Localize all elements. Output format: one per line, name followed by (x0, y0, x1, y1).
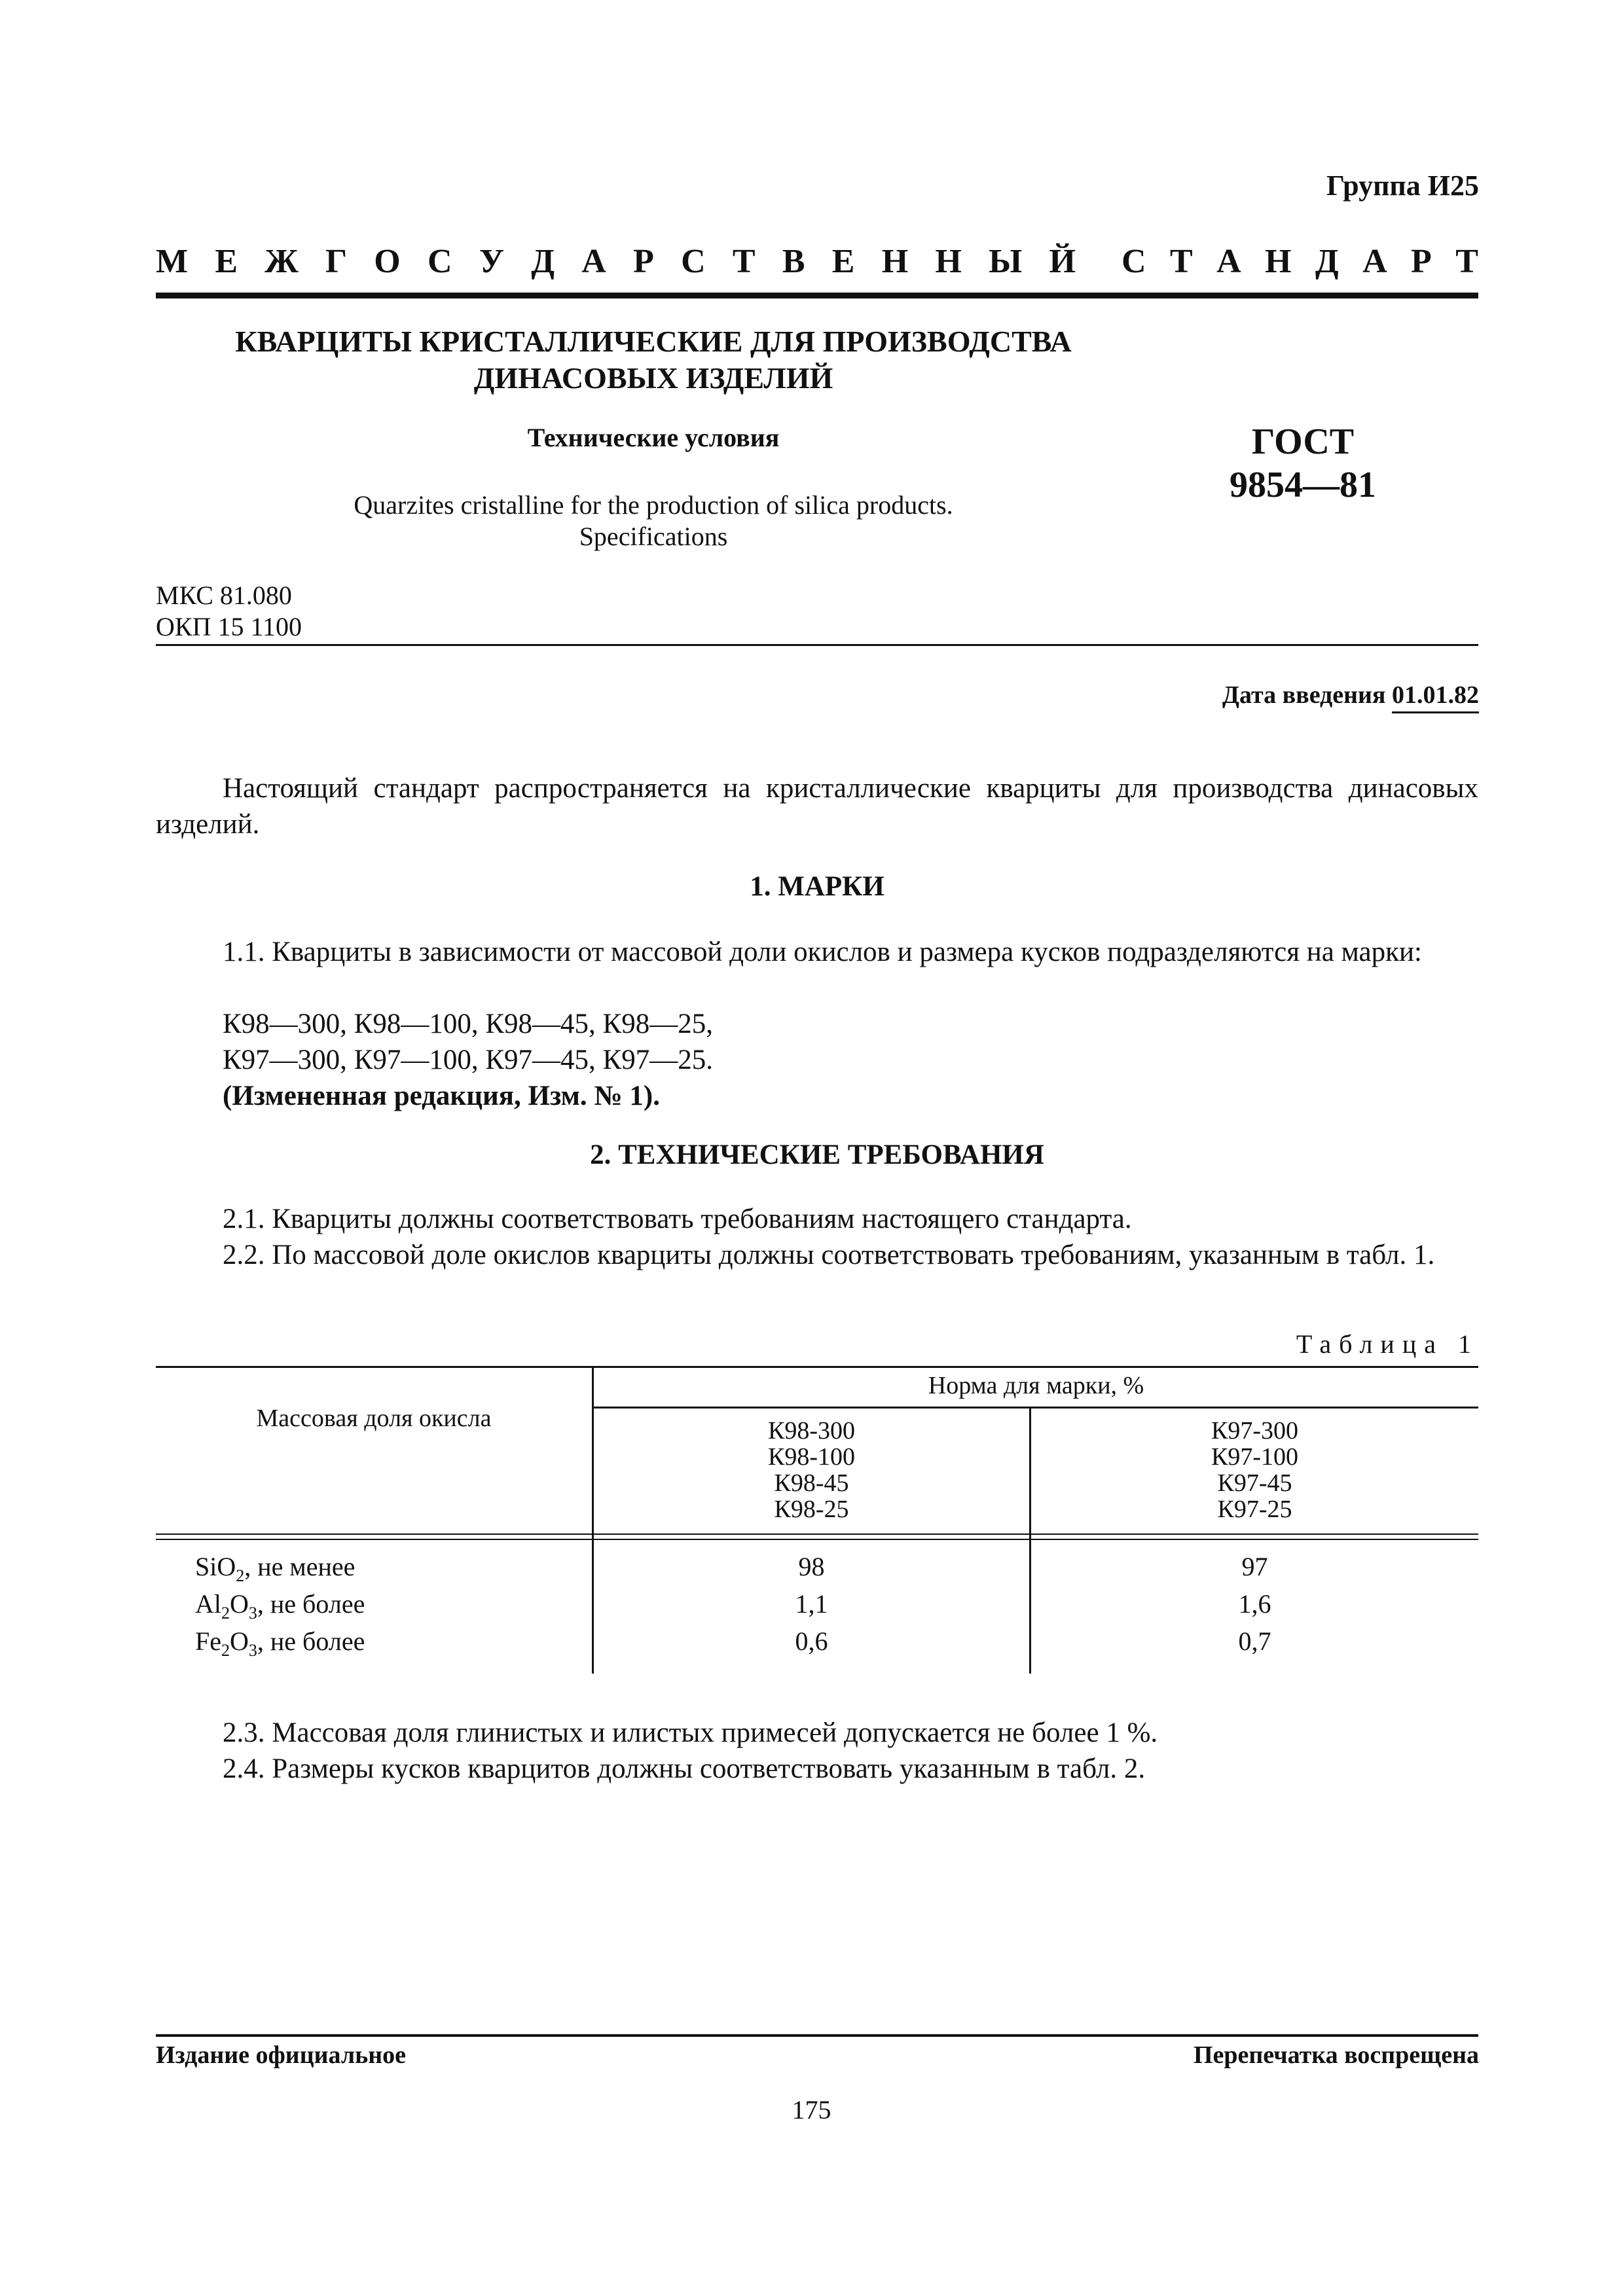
grades-line-2: К97—300, К97—100, К97—45, К97—25. (223, 1045, 713, 1075)
table-top-rule (156, 1366, 1478, 1368)
intro-date-value: 01.01.82 (1392, 681, 1479, 713)
table-1-caption: Таблица 1 (1296, 1329, 1479, 1359)
banner-letter: Т (732, 243, 756, 280)
grade-k97-100: К97-100 (1211, 1443, 1298, 1471)
banner-letter: С (681, 243, 706, 280)
banner-letter: Н (935, 243, 962, 280)
banner-letter: У (479, 243, 504, 280)
footer-rule (156, 2034, 1478, 2037)
introduction-date (1222, 681, 1479, 709)
codes-rule (156, 644, 1478, 646)
classification-codes (156, 580, 302, 643)
title-line-1: КВАРЦИТЫ КРИСТАЛЛИЧЕСКИЕ ДЛЯ ПРОИЗВОДСТВА (235, 325, 1072, 358)
grade-k97-300: К97-300 (1211, 1417, 1298, 1444)
document-title (156, 323, 1151, 397)
table-group-rule (592, 1407, 1478, 1408)
intro-paragraph (156, 770, 1478, 842)
banner-interstate-text (156, 242, 1076, 281)
banner-letter: А (1362, 243, 1387, 280)
grade-k98-25: К98-25 (774, 1496, 849, 1523)
banner-letter: С (1122, 243, 1146, 280)
section-1-heading: 1. МАРКИ (750, 871, 884, 902)
official-edition-note: Издание официальное (156, 2041, 407, 2069)
banner-letter: Е (215, 243, 238, 280)
value-al2o3-k97: 1,6 (1238, 1589, 1271, 1619)
banner-letter: Й (1049, 243, 1076, 280)
banner-letter: Р (633, 243, 654, 280)
grade-list-k98 (594, 1418, 1029, 1522)
value-sio2-k98: 98 (798, 1552, 825, 1581)
grade-list-k97 (1031, 1418, 1478, 1522)
paragraph-2-2 (156, 1237, 1478, 1273)
value-sio2-k97: 97 (1241, 1552, 1268, 1581)
oxide-subscript-2: 3 (248, 1641, 257, 1660)
grade-k97-25: К97-25 (1217, 1496, 1292, 1523)
banner-letter: Н (881, 243, 909, 280)
table-header-rule-a (156, 1534, 1478, 1535)
grade-k98-300: К98-300 (768, 1417, 855, 1444)
oxide-condition: , не более (257, 1626, 365, 1656)
paragraph-2-4: 2.4. Размеры кусков кварцитов должны соответствовать указанным в табл. 2. (223, 1753, 1146, 1784)
table-1 (156, 1366, 1478, 1674)
paragraph-2-1: 2.1. Кварциты должны соответствовать требованиям настоящего стандарта. (223, 1204, 1132, 1234)
english-title-line-2: Specifications (579, 522, 728, 551)
banner-letter: Ы (989, 243, 1023, 280)
oxide-condition: , не более (257, 1589, 365, 1619)
column-header-oxide: Массовая доля окисла (256, 1405, 492, 1432)
banner-letter: Ж (264, 243, 299, 280)
oxide-label: Al (195, 1589, 221, 1619)
group-header-norm: Норма для марки, % (928, 1372, 1144, 1399)
amendment-note: (Измененная редакция, Изм. № 1). (223, 1081, 660, 1111)
oxide-subscript: 2 (221, 1604, 230, 1623)
table-header-rule-b (156, 1539, 1478, 1540)
grade-k98-100: К98-100 (768, 1443, 855, 1471)
banner-letter: Т (1455, 243, 1478, 280)
oxide-label: SiO (195, 1552, 236, 1581)
grades-line-1: К98—300, К98—100, К98—45, К98—25, (223, 1009, 713, 1039)
oxide-label-2: O (230, 1626, 249, 1656)
banner-letter: С (428, 243, 452, 280)
banner-letter: А (581, 243, 606, 280)
reprint-prohibited-note: Перепечатка воспрещена (1193, 2041, 1479, 2069)
header-rule (156, 293, 1478, 298)
okp-code: ОКП 15 1100 (156, 612, 302, 641)
paragraph-2-2-text: 2.2. По массовой доле окислов кварциты должны соответствовать требованиям, указанным в табл. 1. (223, 1240, 1435, 1270)
mks-code: МКС 81.080 (156, 581, 292, 610)
oxide-subscript: 2 (236, 1566, 245, 1585)
document-subtitle: Технические условия (527, 423, 780, 452)
grade-k97-45: К97-45 (1217, 1469, 1292, 1497)
paragraph-2-3: 2.3. Массовая доля глинистых и илистых примесей допускается не более 1 %. (223, 1717, 1158, 1748)
section-1-paragraph (156, 934, 1478, 970)
english-title (156, 490, 1151, 552)
banner-word-standard (1122, 242, 1478, 281)
value-al2o3-k98: 1,1 (795, 1589, 828, 1619)
banner-word-interstate (156, 242, 1076, 281)
banner-letter: Т (1169, 243, 1193, 280)
oxide-condition: , не менее (244, 1552, 356, 1581)
intro-date-label: Дата введения (1222, 681, 1386, 709)
oxide-label-2: O (230, 1589, 249, 1619)
banner-letter: Г (325, 243, 348, 280)
banner-letter: О (374, 243, 401, 280)
section-1-text: 1.1. Кварциты в зависимости от массовой доли окислов и размера кусков подразделяются на марки: (223, 937, 1422, 967)
gost-designation (1185, 420, 1421, 507)
page-number: 175 (792, 2095, 831, 2125)
banner-standard-text (1122, 242, 1478, 281)
banner-letter: А (1216, 243, 1241, 280)
oxide-subscript-2: 3 (248, 1604, 257, 1623)
section-2-heading: 2. ТЕХНИЧЕСКИЕ ТРЕБОВАНИЯ (590, 1139, 1044, 1170)
english-title-line-1: Quarzites cristalline for the production of silica products. (354, 490, 953, 520)
intro-text: Настоящий стандарт распространяется на кристаллические кварциты для производства динасовых изделий. (156, 773, 1478, 840)
banner-letter: Е (831, 243, 855, 280)
banner-letter: Д (531, 243, 555, 280)
interstate-standard-banner (156, 242, 1478, 281)
gost-label: ГОСТ (1251, 422, 1355, 462)
grade-k98-45: К98-45 (774, 1469, 849, 1497)
banner-letter: В (782, 243, 805, 280)
banner-letter: Р (1411, 243, 1432, 280)
value-fe2o3-k97: 0,7 (1238, 1626, 1271, 1656)
banner-letter: Н (1265, 243, 1292, 280)
value-fe2o3-k98: 0,6 (795, 1626, 828, 1656)
banner-letter: Д (1315, 243, 1339, 280)
table-row-fe2o3 (195, 1623, 365, 1669)
banner-letter: М (156, 243, 189, 280)
gost-number: 9854—81 (1230, 465, 1376, 505)
oxide-label: Fe (195, 1626, 221, 1656)
oxide-subscript: 2 (221, 1641, 230, 1660)
group-code: Группа И25 (1326, 170, 1479, 202)
title-line-2: ДИНАСОВЫХ ИЗДЕЛИЙ (473, 361, 833, 395)
